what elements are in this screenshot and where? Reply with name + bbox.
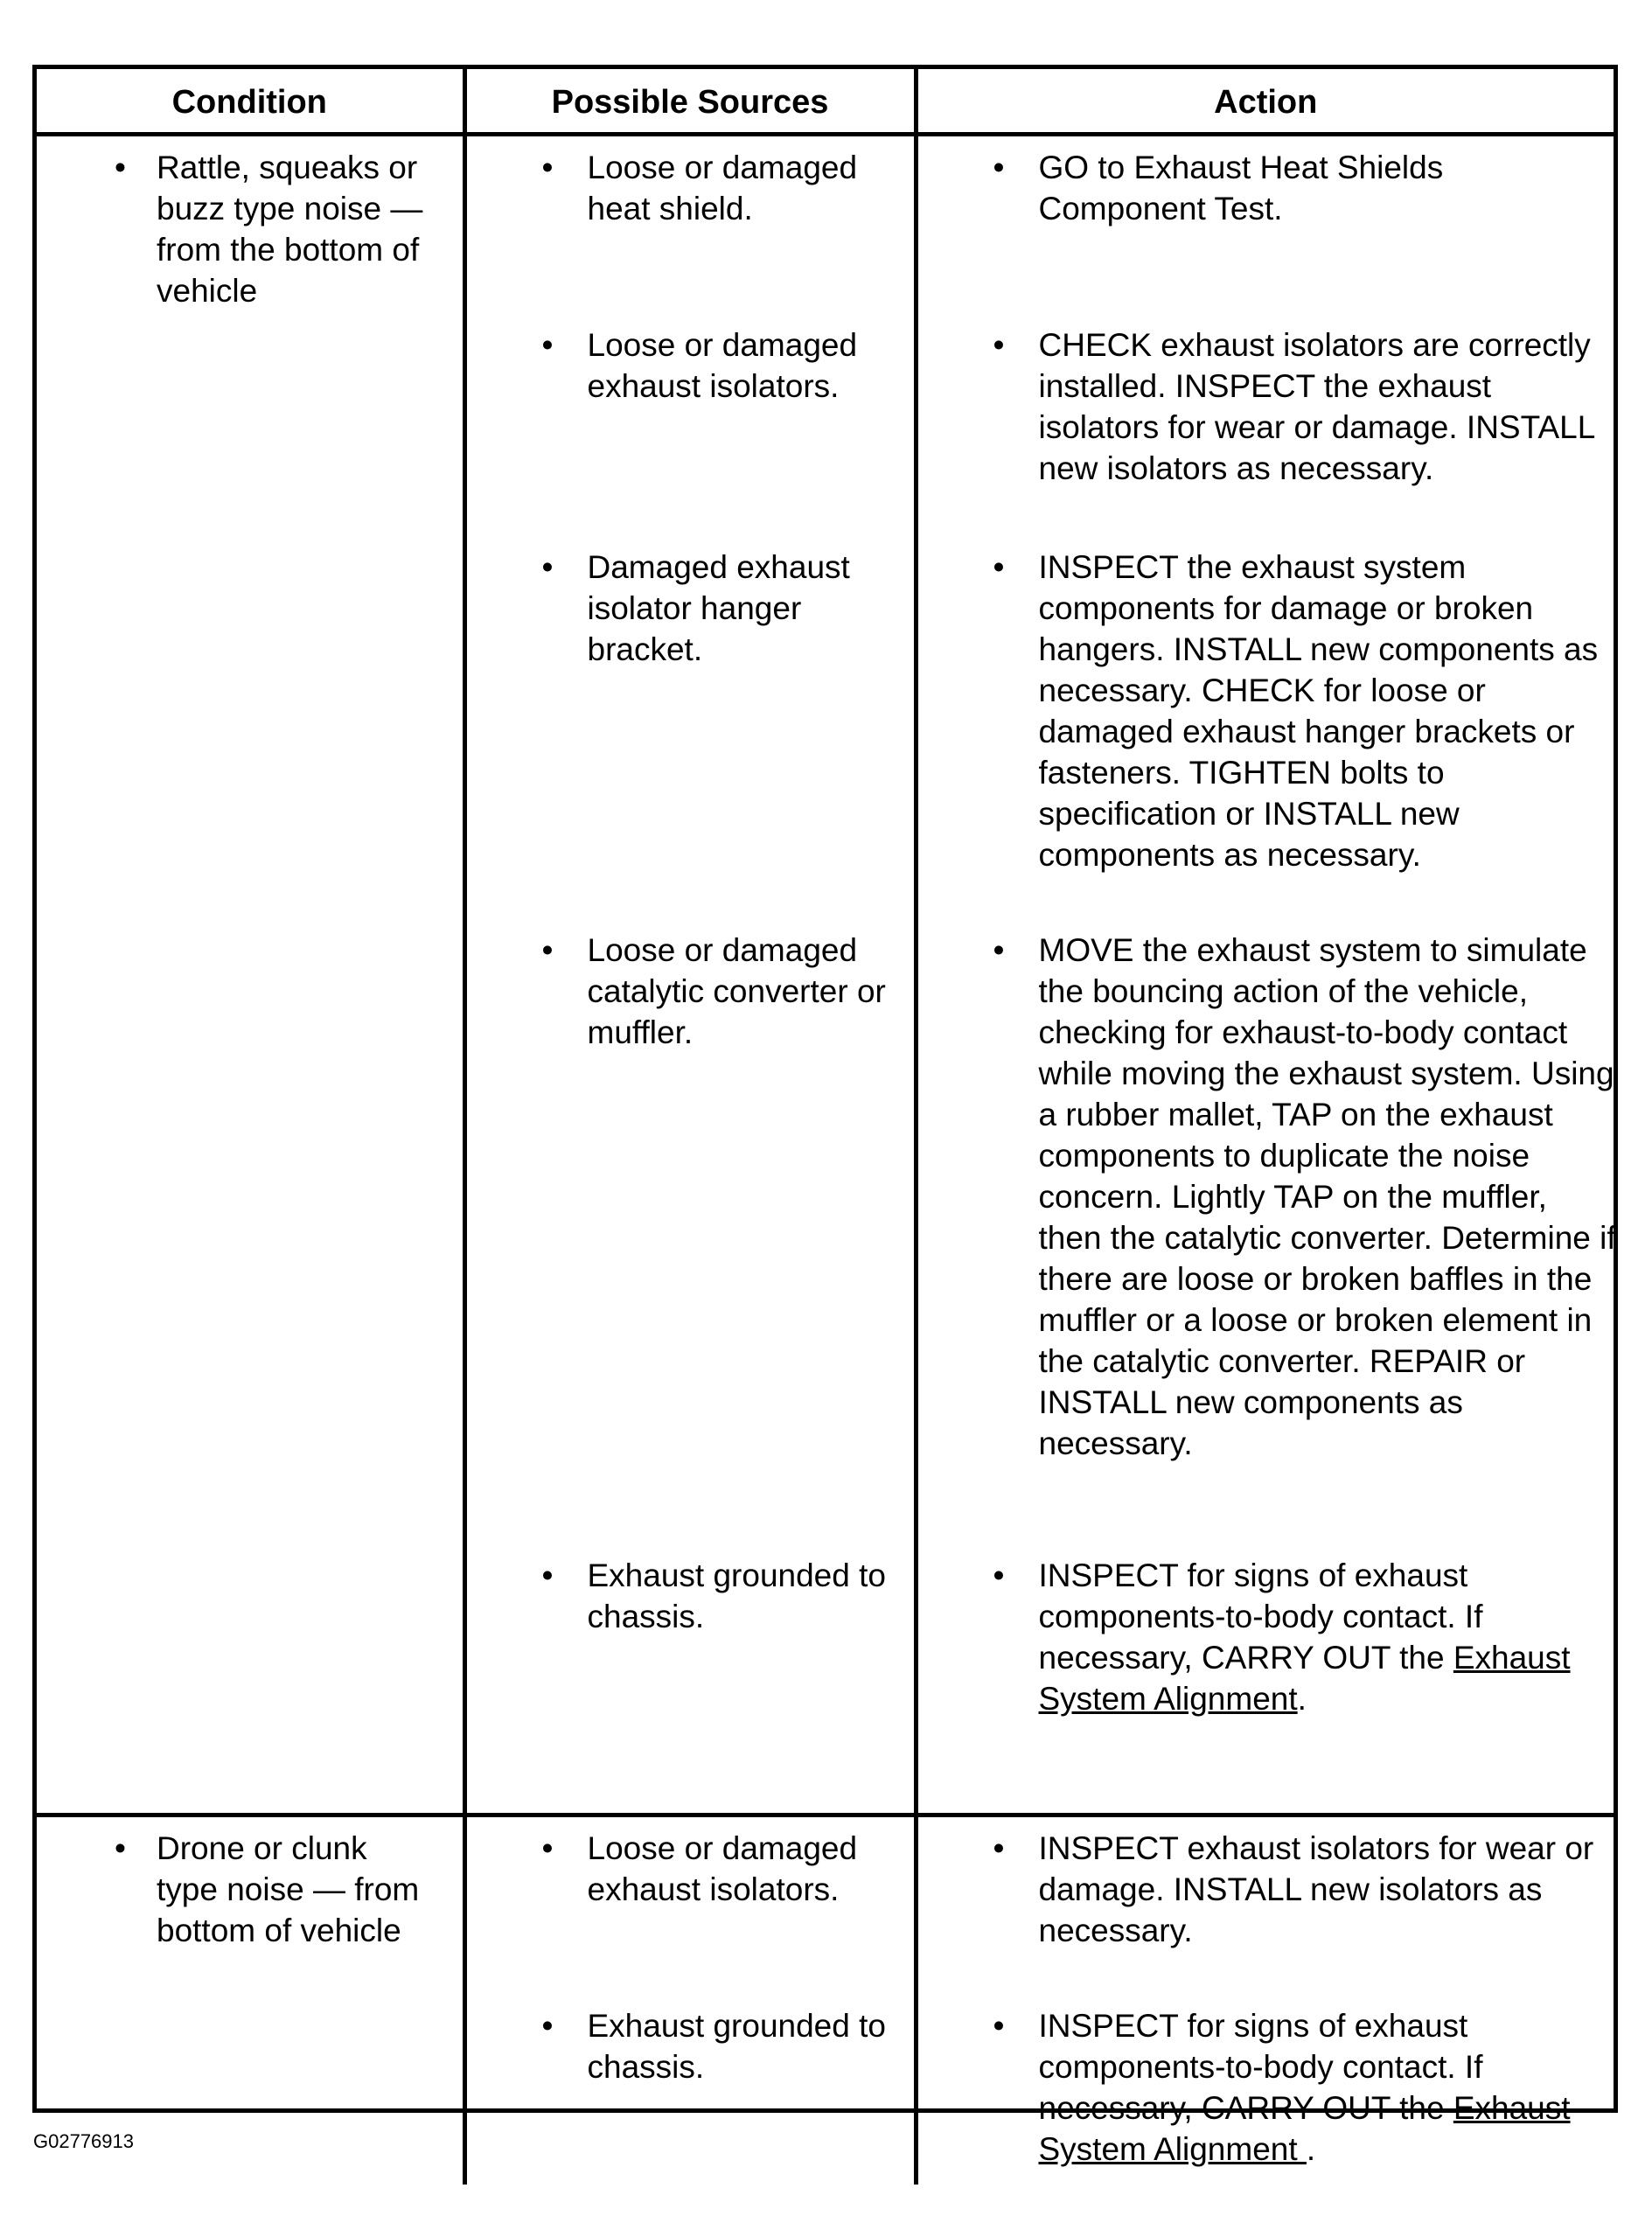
condition-text: Rattle, squeaks or buzz type noise — from the bottom of vehicle bbox=[157, 150, 423, 309]
action-text-end: . bbox=[1306, 2131, 1316, 2167]
bullet-icon: • bbox=[541, 932, 554, 968]
source-text: Loose or damaged catalytic converter or muffler. bbox=[587, 932, 886, 1050]
source-text: Damaged exhaust isolator hanger bracket. bbox=[587, 549, 850, 667]
bullet-icon: • bbox=[993, 1557, 1005, 1593]
source-text: Exhaust grounded to chassis. bbox=[587, 1557, 886, 1634]
bullet-icon: • bbox=[993, 150, 1005, 185]
action-item bbox=[918, 1828, 1618, 1951]
bullet-icon: • bbox=[115, 1830, 126, 1866]
figure-id: G02776913 bbox=[33, 2130, 134, 2152]
action-text: GO to Exhaust Heat Shields Component Test. bbox=[1038, 150, 1444, 226]
action-text: INSPECT the exhaust system components for damage or broken hangers. INSTALL new components as necessary. CHECK for loose or damaged exhaust hanger brackets or fasteners. TIGHTEN bolts to specification or INSTALL new components as necessary. bbox=[1038, 549, 1599, 873]
bullet-icon: • bbox=[541, 327, 554, 363]
action-item bbox=[918, 1555, 1618, 1719]
header-action: Action bbox=[916, 69, 1614, 135]
table-header-row bbox=[37, 69, 1614, 135]
action-item bbox=[918, 147, 1618, 229]
table-row bbox=[37, 135, 1614, 1815]
header-possible-sources: Possible Sources bbox=[464, 69, 916, 135]
action-item bbox=[918, 324, 1618, 489]
action-item bbox=[918, 2005, 1618, 2170]
action-text: INSPECT exhaust isolators for wear or damage. INSTALL new isolators as necessary. bbox=[1038, 1830, 1594, 1948]
source-text: Loose or damaged exhaust isolators. bbox=[587, 1830, 858, 1907]
bullet-icon: • bbox=[541, 1830, 554, 1866]
action-text-end: . bbox=[1297, 1681, 1307, 1717]
condition-cell bbox=[37, 1815, 464, 2185]
action-text: INSPECT for signs of exhaust components-to-body contact. If necessary, CARRY OUT the bbox=[1038, 1557, 1483, 1676]
sources-cell bbox=[464, 1815, 916, 2185]
action-text: INSPECT for signs of exhaust components-to-body contact. If necessary, CARRY OUT the bbox=[1038, 2008, 1483, 2126]
source-item bbox=[467, 2005, 909, 2087]
condition-text: Drone or clunk type noise — from bottom of vehicle bbox=[157, 1830, 420, 1948]
bullet-icon: • bbox=[541, 150, 554, 185]
bullet-icon: • bbox=[993, 2008, 1005, 2044]
bullet-icon: • bbox=[993, 327, 1005, 363]
bullet-icon: • bbox=[541, 549, 554, 585]
source-item bbox=[467, 324, 909, 407]
bullet-icon: • bbox=[541, 2008, 554, 2044]
source-item bbox=[467, 1828, 909, 1910]
bullet-icon: • bbox=[993, 932, 1005, 968]
condition-cell bbox=[37, 135, 464, 1815]
action-text: MOVE the exhaust system to simulate the bouncing action of the vehicle, checking for exhaust-to-body contact while moving the exhaust system. Using a rubber mallet, TAP on the exhaust components to duplicate the noise concern. Lightly TAP on the muffler, then the catalytic converter. Determine if there are loose or broken baffles in the muffler or a loose or broken element in the catalytic converter. REPAIR or INSTALL new components as necessary. bbox=[1038, 932, 1616, 1461]
header-condition: Condition bbox=[37, 69, 464, 135]
actions-cell bbox=[916, 135, 1614, 1815]
action-text: CHECK exhaust isolators are correctly installed. INSPECT the exhaust isolators for wear or damage. INSTALL new isolators as necessary. bbox=[1038, 327, 1594, 486]
condition-item bbox=[37, 1828, 422, 1951]
actions-cell bbox=[916, 1815, 1614, 2185]
bullet-icon: • bbox=[993, 549, 1005, 585]
exhaust-system-alignment-link[interactable]: Exhaust System Alignment bbox=[1038, 2090, 1571, 2167]
bullet-icon: • bbox=[541, 1557, 554, 1593]
source-item bbox=[467, 147, 909, 229]
exhaust-system-alignment-link[interactable]: Exhaust System Alignment bbox=[1038, 1640, 1571, 1717]
source-item bbox=[467, 547, 909, 670]
action-item bbox=[918, 547, 1618, 875]
sources-cell bbox=[464, 135, 916, 1815]
action-item bbox=[918, 930, 1618, 1464]
table-row bbox=[37, 1815, 1614, 2185]
bullet-icon: • bbox=[993, 1830, 1005, 1866]
source-text: Loose or damaged heat shield. bbox=[587, 150, 858, 226]
source-text: Loose or damaged exhaust isolators. bbox=[587, 327, 858, 404]
condition-item bbox=[37, 147, 457, 311]
bullet-icon: • bbox=[115, 150, 126, 185]
source-item bbox=[467, 930, 909, 1053]
source-item bbox=[467, 1555, 909, 1637]
source-text: Exhaust grounded to chassis. bbox=[587, 2008, 886, 2085]
